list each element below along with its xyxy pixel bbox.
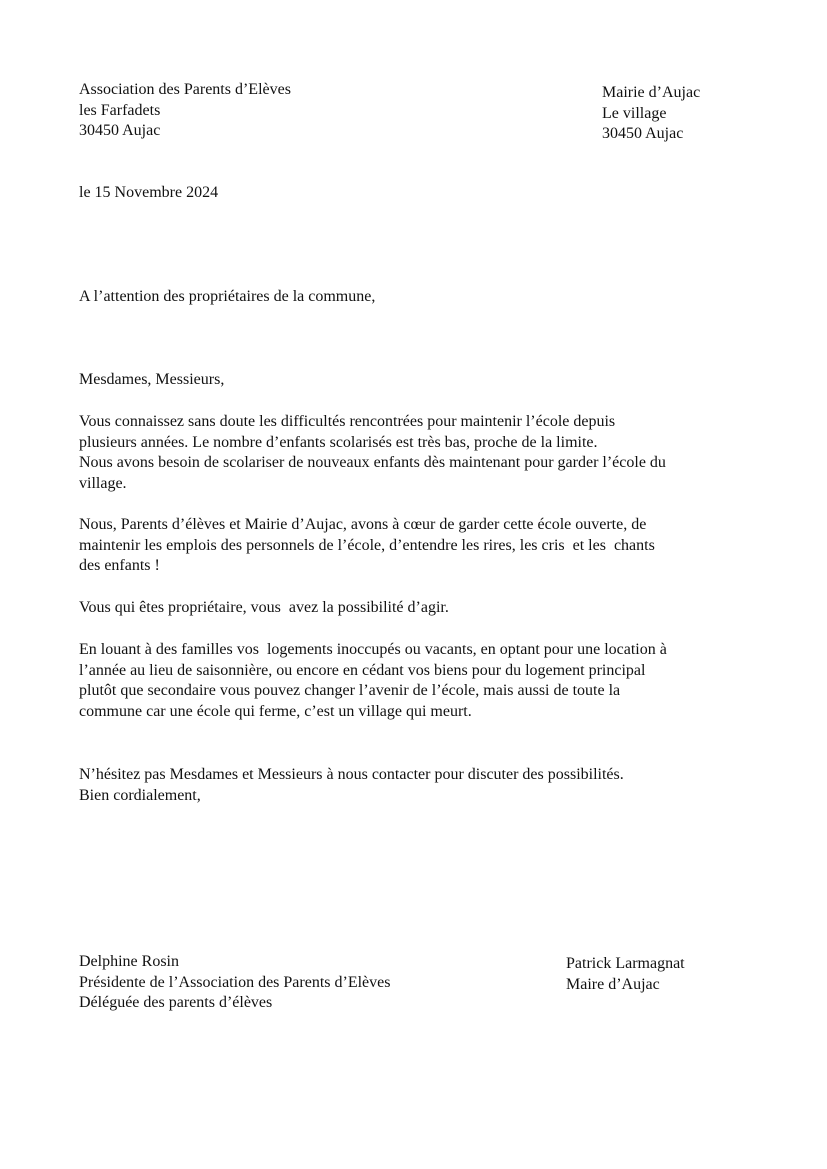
text-line: plutôt que secondaire vous pouvez changer l’avenir de l’école, mais aussi de toute la <box>79 682 621 700</box>
text-line: maintenir les emplois des personnels de l’école, d’entendre les rires, les cris et les chants <box>79 536 655 554</box>
salutation: Mesdames, Messieurs, <box>79 371 225 388</box>
signature-line: Delphine Rosin <box>79 953 179 970</box>
recipient-line: 30450 Aujac <box>602 125 684 143</box>
text-line: l’année au lieu de saisonnière, ou encore en cédant vos biens pour du logement principal <box>79 661 646 679</box>
signature-line: Patrick Larmagnat <box>566 955 685 972</box>
signature-left <box>79 952 390 1014</box>
text-line: En louant à des familles vos logements inoccupés ou vacants, en optant pour une location à <box>79 641 667 658</box>
text-line: Bien cordialement, <box>79 786 201 804</box>
text-line: village. <box>79 474 127 492</box>
text-line: commune car une école qui ferme, c’est un village qui meurt. <box>79 702 472 720</box>
paragraph-1 <box>79 412 666 494</box>
letter-date: le 15 Novembre 2024 <box>79 184 219 201</box>
sender-line: 30450 Aujac <box>79 122 161 140</box>
recipient-line: Mairie d’Aujac <box>602 84 701 101</box>
text-line: Nous, Parents d’élèves et Mairie d’Aujac, avons à cœur de garder cette école ouverte, de <box>79 516 647 533</box>
text-line: Vous qui êtes propriétaire, vous avez la possibilité d’agir. <box>79 599 449 616</box>
sender-line: Association des Parents d’Elèves <box>79 81 291 98</box>
signature-right <box>566 954 685 995</box>
paragraph-2 <box>79 515 655 577</box>
text-line: N’hésitez pas Mesdames et Messieurs à nous contacter pour discuter des possibilités. <box>79 766 624 783</box>
text-line: Vous connaissez sans doute les difficultés rencontrées pour maintenir l’école depuis <box>79 413 616 430</box>
paragraph-4 <box>79 640 667 722</box>
recipient-line: Le village <box>602 104 667 122</box>
signature-line: Déléguée des parents d’élèves <box>79 994 273 1012</box>
signature-line: Maire d’Aujac <box>566 975 660 993</box>
attention-line: A l’attention des propriétaires de la commune, <box>79 288 376 305</box>
text-line: Nous avons besoin de scolariser de nouveaux enfants dès maintenant pour garder l’école du <box>79 454 666 472</box>
closing <box>79 765 624 806</box>
recipient-address <box>602 83 700 145</box>
sender-line: les Farfadets <box>79 101 161 119</box>
text-line: plusieurs années. Le nombre d’enfants scolarisés est très bas, proche de la limite. <box>79 433 598 451</box>
paragraph-3 <box>79 598 449 619</box>
text-line: des enfants ! <box>79 557 160 575</box>
sender-address <box>79 80 291 142</box>
signature-line: Présidente de l’Association des Parents d’Elèves <box>79 973 391 991</box>
